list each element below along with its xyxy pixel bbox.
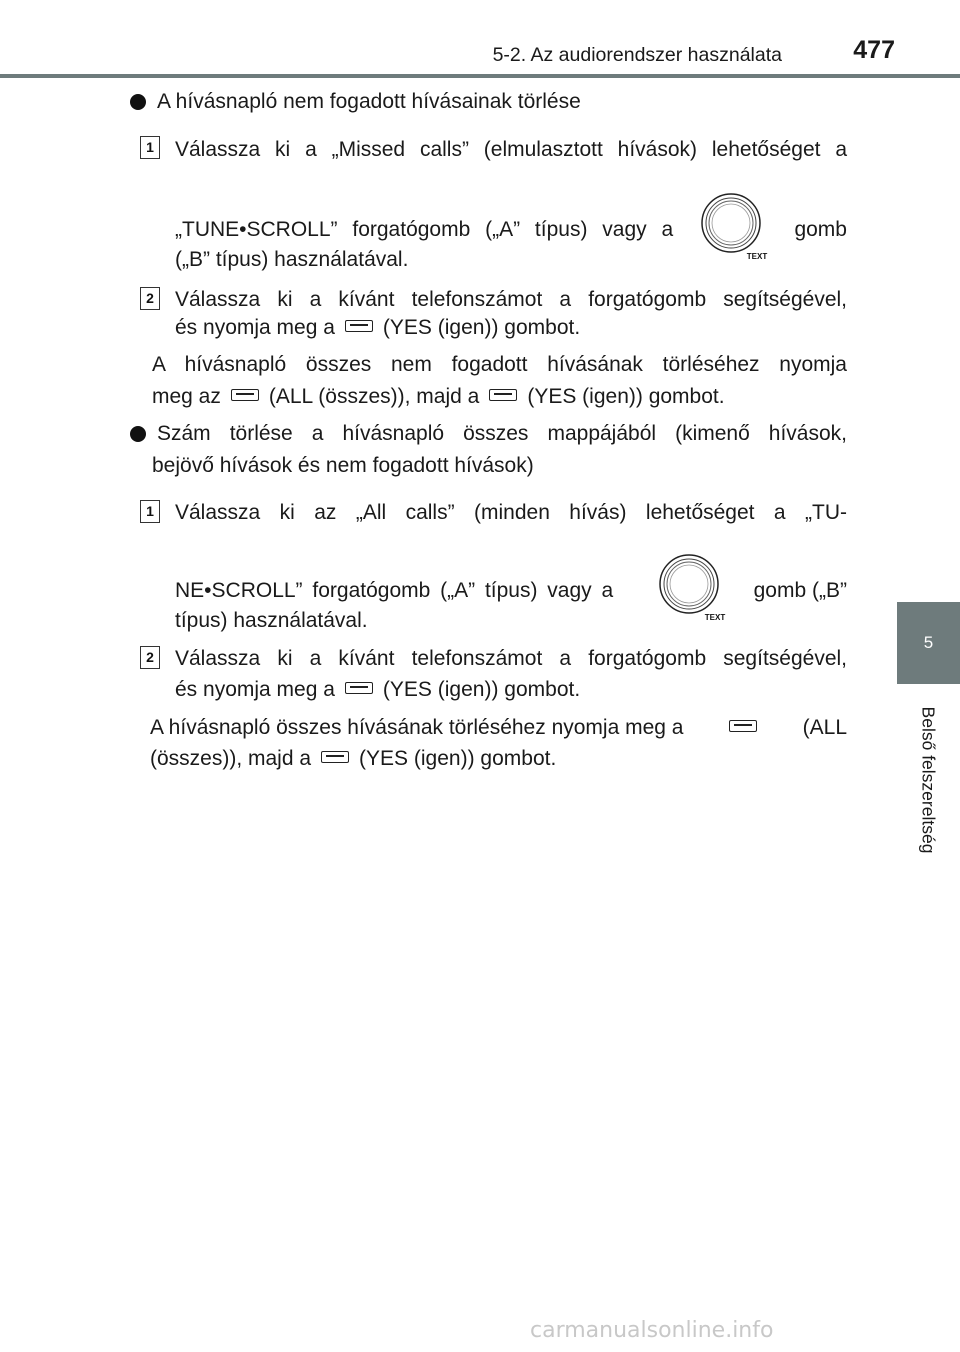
- section2-step2-line2-text: és nyomja meg a: [175, 678, 335, 701]
- section1-note-text-a: meg az: [152, 385, 221, 408]
- section1-step1-line1: Válassza ki a „Missed calls” (elmulasztott hívások) lehetőséget a: [175, 138, 847, 161]
- section2-note-text-c: (összes)), majd a: [150, 747, 312, 770]
- tune-scroll-knob-icon: [657, 552, 727, 622]
- section-title: 5-2. Az audiorendszer használata: [492, 44, 782, 66]
- section2-step2-line2-end: (YES (igen)) gombot.: [382, 678, 581, 701]
- section1-note-line2: [152, 384, 725, 410]
- section1-step1-line2-text: „TUNE•SCROLL” forgatógomb („A” típus) vagy a: [175, 218, 674, 241]
- section1-step1-line3: („B” típus) használatával.: [175, 248, 409, 271]
- section2-note-text-d: (YES (igen)) gombot.: [359, 747, 557, 770]
- section1-step2-line2-end: (YES (igen)) gombot.: [382, 316, 581, 339]
- section1-step1-line2-end: gomb: [794, 218, 847, 241]
- section1-note-text-c: (YES (igen)) gombot.: [527, 385, 725, 408]
- section2-heading-line2: bejövő hívások és nem fogadott hívások): [152, 454, 534, 477]
- section2-step1-line1: Válassza ki az „All calls” (minden hívás) lehetőséget a „TU-: [175, 501, 847, 524]
- section2-note-line1: [150, 715, 847, 741]
- section1-step2-line1: Válassza ki a kívánt telefonszámot a forgatógomb segítségével,: [175, 288, 847, 311]
- section2-step1-line2-text: NE•SCROLL” forgatógomb („A” típus) vagy a: [175, 579, 614, 602]
- button-icon: [321, 751, 349, 763]
- button-icon: [345, 682, 373, 694]
- step-number-badge: 1: [140, 500, 160, 523]
- step-number-badge: 2: [140, 646, 160, 669]
- step-number-badge: 2: [140, 287, 160, 310]
- section1-step2-line2: [175, 315, 580, 341]
- section1-note-line1: A hívásnapló összes nem fogadott hívásának törléséhez nyomja: [152, 353, 847, 376]
- section1-note-text-b: (ALL (összes)), majd a: [268, 385, 480, 408]
- button-icon: [231, 389, 259, 401]
- chapter-tab: [897, 602, 960, 684]
- svg-text:TEXT: TEXT: [705, 613, 726, 622]
- section2-note-text-a: A hívásnapló összes hívásának törléséhez nyomja meg a: [150, 716, 684, 739]
- tune-scroll-knob-icon: [699, 191, 769, 261]
- bullet-icon: [130, 426, 146, 442]
- section2-heading-line1: Szám törlése a hívásnapló összes mappájából (kimenő hívások,: [157, 422, 847, 445]
- section2-note-line2: [150, 746, 556, 772]
- button-icon: [489, 389, 517, 401]
- button-icon: [729, 720, 757, 732]
- section2-step2-line2: [175, 677, 580, 703]
- header-divider: [0, 74, 960, 78]
- bullet-icon: [130, 94, 146, 110]
- button-icon: [345, 320, 373, 332]
- chapter-number: 5: [923, 633, 934, 652]
- step-number-badge: 1: [140, 136, 160, 159]
- section1-heading: A hívásnapló nem fogadott hívásainak törlése: [157, 90, 581, 113]
- section1-step2-line2-text: és nyomja meg a: [175, 316, 335, 339]
- svg-text:TEXT: TEXT: [746, 252, 768, 261]
- page-number: 477: [853, 36, 895, 64]
- section2-note-text-b: (ALL: [802, 716, 847, 739]
- chapter-title: Belső felszereltség: [918, 706, 939, 854]
- section2-step2-line1: Válassza ki a kívánt telefonszámot a forgatógomb segítségével,: [175, 647, 847, 670]
- watermark: carmanualsonline.info: [530, 1318, 774, 1343]
- section2-step1-line2-end: gomb („B”: [753, 579, 847, 602]
- section2-step1-line3: típus) használatával.: [175, 609, 368, 632]
